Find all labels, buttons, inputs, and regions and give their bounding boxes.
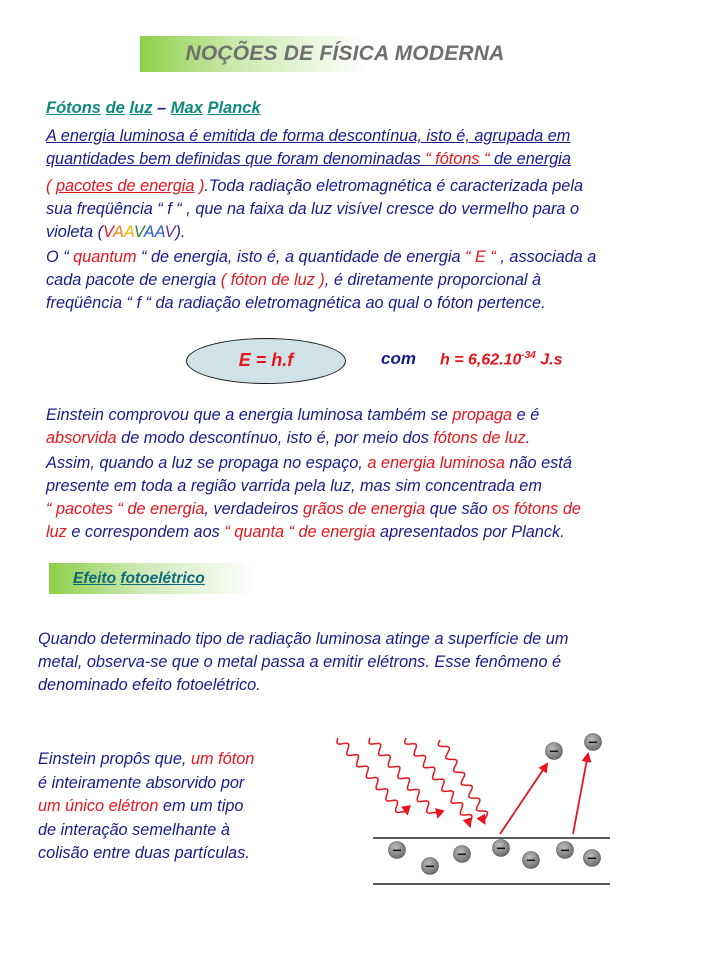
ejected-electron-arrow — [573, 754, 588, 834]
text-span: cada pacote de energia — [46, 271, 221, 289]
text-line: denominado efeito fotoelétrico. — [38, 676, 261, 694]
light-ray-wave — [438, 740, 487, 823]
spectrum-letter: V — [133, 223, 144, 241]
text-span: que são — [425, 500, 493, 518]
text-span-highlight: “ pacotes “ de energia — [46, 500, 205, 518]
text-span-highlight: propaga — [452, 406, 513, 424]
text-span: .Toda radiação eletromagnética é caracterizada pela — [204, 177, 584, 195]
electron — [546, 743, 563, 760]
electron-charge-sign: − — [586, 851, 598, 867]
planck-constant-unit: J.s — [535, 351, 563, 369]
electron — [557, 842, 574, 859]
text-span: Einstein comprovou que a energia luminosa também se — [46, 406, 453, 424]
spectrum-letter: A — [154, 223, 165, 241]
heading-word: de — [105, 99, 125, 117]
planck-constant-exponent: -34 — [521, 350, 536, 361]
text-span: O “ — [46, 248, 74, 266]
text-span: Einstein propôs que, — [38, 750, 191, 768]
light-ray-wave — [337, 738, 407, 814]
electron — [523, 852, 540, 869]
text-span-highlight: pacotes de energia — [55, 177, 195, 195]
spectrum-letter: A — [112, 223, 124, 241]
heading-word: Fótons — [46, 99, 101, 117]
text-line: sua freqüência “ f “ , que na faixa da luz visível cresce do vermelho para o — [46, 200, 580, 218]
text-line: presente em toda a região varrida pela luz, mas sim concentrada em — [46, 477, 542, 495]
heading-word: Efeito — [73, 570, 117, 587]
text-span: não está — [504, 454, 572, 472]
light-ray-wave — [369, 738, 438, 817]
heading-word: luz — [129, 99, 153, 117]
text-line: metal, observa-se que o metal passa a emitir elétrons. Esse fenômeno é — [38, 653, 562, 671]
text-span-highlight: grãos de energia — [303, 500, 426, 518]
text-span: , verdadeiros — [204, 500, 304, 518]
electron-charge-sign: − — [525, 853, 537, 869]
text-line: A energia luminosa é emitida de forma descontínua, isto é, agrupada em — [46, 127, 571, 145]
text-line: colisão entre duas partículas. — [38, 844, 250, 862]
text-span: e correspondem aos — [66, 523, 225, 541]
text-span: . — [525, 429, 531, 447]
spectrum-letter: V — [164, 223, 176, 241]
text-span-highlight: os fótons de — [492, 500, 581, 518]
electron-charge-sign: − — [391, 843, 403, 859]
electron-charge-sign: − — [456, 847, 468, 863]
text-line: Quando determinado tipo de radiação luminosa atinge a superfície de um — [38, 630, 569, 648]
text-span-highlight: a energia luminosa — [367, 454, 505, 472]
heading-word: fotoelétrico — [120, 570, 205, 587]
text-span: ). — [175, 223, 186, 241]
electron — [584, 850, 601, 867]
electron-charge-sign: − — [424, 859, 436, 875]
electron-charge-sign: − — [587, 735, 599, 751]
formula-com: com — [381, 349, 416, 368]
formula-equation: E = h.f — [238, 350, 294, 370]
text-span: e é — [512, 406, 540, 424]
text-span-highlight: ( — [46, 177, 56, 195]
electron — [493, 840, 510, 857]
text-span: , associada a — [495, 248, 597, 266]
text-span-highlight: um fóton — [190, 750, 255, 768]
text-line: é inteiramente absorvido por — [38, 773, 245, 792]
text-span-highlight: “ fótons “ — [425, 150, 490, 168]
text-span-highlight: “ quanta “ de energia — [224, 523, 376, 541]
electron — [585, 734, 602, 751]
text-span: violeta ( — [46, 223, 104, 241]
text-span-highlight: fótons de luz — [433, 429, 526, 447]
electron — [454, 846, 471, 863]
text-line: de interação semelhante à — [38, 820, 230, 839]
text-span-highlight: ) — [194, 177, 205, 195]
electron-charge-sign: − — [495, 841, 507, 857]
incident-light-waves — [337, 738, 488, 826]
spectrum-letter: A — [143, 223, 155, 241]
electron-charge-sign: − — [548, 744, 560, 760]
text-span-highlight: luz — [46, 523, 67, 541]
text-span: quantidades bem definidas que foram denominadas — [46, 150, 426, 168]
spectrum-letter: A — [123, 223, 134, 241]
ejected-electron-arrow — [500, 764, 547, 834]
text-span: de energia — [489, 150, 571, 168]
planck-constant-base: h = 6,62.10 — [440, 351, 522, 369]
text-span: Assim, quando a luz se propaga no espaço, — [46, 454, 368, 472]
text-span-highlight: ( fóton de luz ) — [220, 271, 325, 289]
text-span: apresentados por Planck. — [375, 523, 565, 541]
text-span: em um tipo — [158, 797, 244, 815]
text-span-highlight: um único elétron — [38, 797, 159, 815]
text-span: de modo descontínuo, isto é, por meio dos — [116, 429, 434, 447]
electron — [422, 858, 439, 875]
text-line: freqüência “ f “ da radiação eletromagnética ao qual o fóton pertence. — [46, 294, 546, 312]
heading-dash: – — [152, 99, 171, 117]
page-title: NOÇÕES DE FÍSICA MODERNA — [185, 42, 505, 65]
heading-word: Max — [170, 99, 203, 117]
heading-word: Planck — [207, 99, 261, 117]
text-span: “ de energia, isto é, a quantidade de energia — [136, 248, 466, 266]
text-span: , é diretamente proporcional à — [324, 271, 542, 289]
text-span-highlight: absorvida — [46, 429, 117, 447]
electron-charge-sign: − — [559, 843, 571, 859]
text-span-highlight: quantum — [73, 248, 137, 266]
text-span-highlight: “ E “ — [465, 248, 496, 266]
spectrum-letter: V — [103, 223, 113, 241]
electron — [389, 842, 406, 859]
